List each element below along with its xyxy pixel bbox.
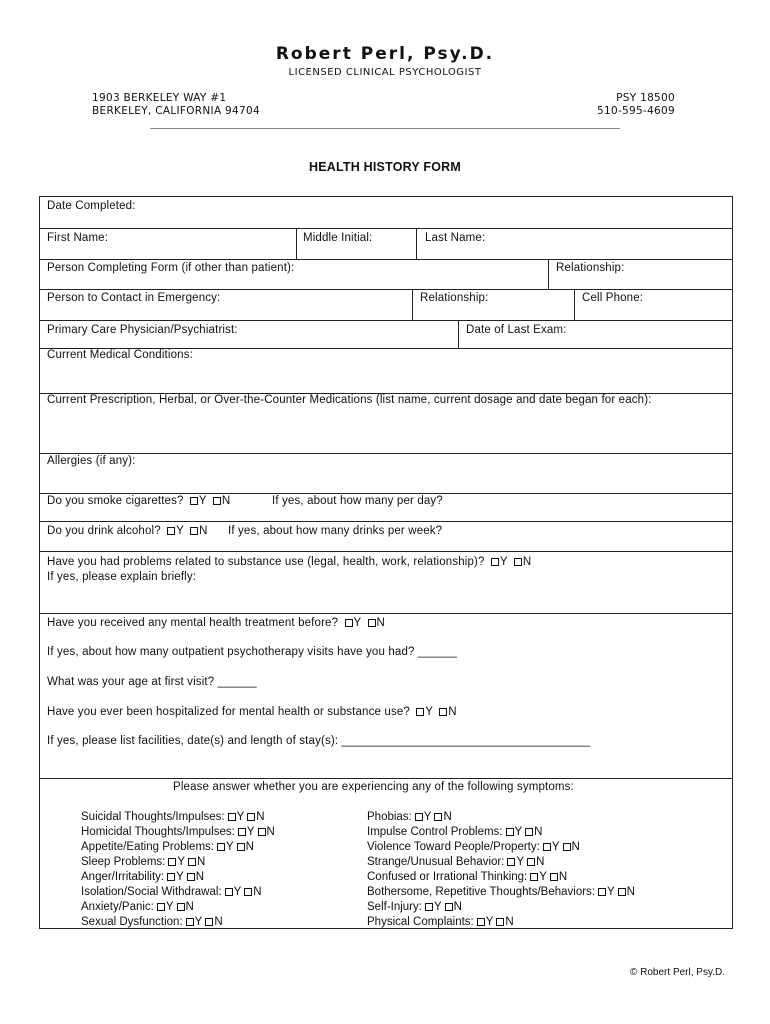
symptom-no-checkbox[interactable] [563,843,571,851]
symptom-no-checkbox[interactable] [237,843,245,851]
yes-label: Y [233,886,242,898]
substance-question-text: Have you had problems related to substance use (legal, health, work, relationship)? [47,556,485,568]
copyright-footer: © Robert Perl, Psy.D. [630,967,725,978]
alcohol-question-text: Do you drink alcohol? [47,525,161,537]
form-title: HEALTH HISTORY FORM [309,160,461,174]
smoke-follow-up: If yes, about how many per day? [272,495,443,507]
no-label: N [453,901,462,913]
symptom-no-checkbox[interactable] [247,813,255,821]
relationship-label-2: Relationship: [420,292,489,304]
symptom-yes-checkbox[interactable] [477,918,485,926]
row-symptoms [40,779,732,929]
symptom-item [81,810,275,825]
yes-label: Y [246,826,255,838]
cell-phone-label: Cell Phone: [582,292,644,304]
symptom-no-checkbox[interactable] [187,873,195,881]
substance-no-checkbox[interactable] [514,558,522,566]
row-names [40,229,732,260]
no-label: N [256,811,265,823]
mh-age-question[interactable]: What was your age at first visit? ______ [47,676,257,688]
symptom-no-checkbox[interactable] [244,888,252,896]
middle-initial-label: Middle Initial: [303,232,373,244]
allergies-label: Allergies (if any): [47,455,136,467]
symptom-item [81,870,275,885]
last-exam-label: Date of Last Exam: [466,324,567,336]
no-label: N [185,901,194,913]
symptom-yes-checkbox[interactable] [157,903,165,911]
emergency-contact-label[interactable]: Person to Contact in Emergency: [47,292,221,304]
symptom-no-checkbox[interactable] [177,903,185,911]
symptom-item [367,840,635,855]
symptom-label: Phobias: [367,811,412,823]
symptom-yes-checkbox[interactable] [186,918,194,926]
symptom-item [81,915,275,930]
mh-visits-question[interactable]: If yes, about how many outpatient psychotherapy visits have you had? ______ [47,646,458,658]
no-label: N [505,916,514,928]
symptom-item [81,855,275,870]
yes-label: Y [514,826,523,838]
no-label: N [571,841,580,853]
symptom-item [81,825,275,840]
symptom-label: Anxiety/Panic: [81,901,154,913]
alcohol-question [47,525,208,537]
symptom-yes-checkbox[interactable] [425,903,433,911]
symptom-label: Sexual Dysfunction: [81,916,183,928]
address-line-1: 1903 BERKELEY WAY #1 [92,92,227,104]
symptom-item [367,885,635,900]
symptom-no-checkbox[interactable] [188,858,196,866]
symptom-yes-checkbox[interactable] [506,828,514,836]
symptom-yes-checkbox[interactable] [168,858,176,866]
row-substance-use[interactable] [40,552,732,614]
symptom-item [367,825,635,840]
person-completing-label[interactable]: Person Completing Form (if other than patient): [47,262,295,274]
symptom-no-checkbox[interactable] [618,888,626,896]
row-mental-health [40,614,732,779]
row-smoking [40,494,732,522]
row-alcohol [40,522,732,552]
hosp-question-text: Have you ever been hospitalized for mental health or substance use? [47,706,410,718]
practitioner-title: LICENSED CLINICAL PSYCHOLOGIST [288,67,482,78]
mh-question [47,617,385,629]
no-label: N [253,886,262,898]
symptom-yes-checkbox[interactable] [225,888,233,896]
smoke-question [47,495,230,507]
yes-label: Y [433,901,442,913]
row-medications[interactable] [40,394,732,454]
last-name-label: Last Name: [425,232,486,244]
mh-no-checkbox[interactable] [368,619,376,627]
address-line-2: BERKELEY, CALIFORNIA 94704 [92,105,260,117]
symptom-yes-checkbox[interactable] [598,888,606,896]
hosp-yes-checkbox[interactable] [416,708,424,716]
symptom-item [367,870,635,885]
no-label: N [199,525,208,537]
symptoms-intro: Please answer whether you are experiencing any of the following symptoms: [173,781,574,793]
no-label: N [536,856,545,868]
yes-label: Y [516,856,525,868]
no-label: N [245,841,254,853]
last-exam-cell[interactable] [458,321,732,348]
symptom-item [81,885,275,900]
symptom-no-checkbox[interactable] [496,918,504,926]
contact-block [597,92,675,118]
no-label: N [195,871,205,883]
yes-label: Y [551,841,560,853]
license-number: PSY 18500 [616,92,675,104]
symptom-item [367,810,635,825]
yes-label: Y [425,706,433,718]
yes-label: Y [423,811,432,823]
symptom-yes-checkbox[interactable] [228,813,236,821]
no-label: N [214,916,223,928]
no-label: N [221,495,231,507]
alcohol-yes-checkbox[interactable] [167,527,175,535]
symptom-no-checkbox[interactable] [434,813,442,821]
symptom-label: Violence Toward People/Property: [367,841,540,853]
yes-label: Y [236,811,245,823]
symptom-yes-checkbox[interactable] [530,873,538,881]
row-person-completing [40,260,732,290]
first-name-label[interactable]: First Name: [47,232,109,244]
no-label: N [534,826,543,838]
last-name-cell[interactable] [416,229,732,259]
middle-initial-cell[interactable] [296,229,416,259]
medical-conditions-label: Current Medical Conditions: [47,349,193,361]
symptom-yes-checkbox[interactable] [217,843,225,851]
practitioner-name: Robert Perl, Psy.D. [275,44,495,64]
mh-question-text: Have you received any mental health treatment before? [47,617,339,629]
no-label: N [626,886,635,898]
symptom-label: Strange/Unusual Behavior: [367,856,505,868]
symptom-no-checkbox[interactable] [550,873,558,881]
symptom-yes-checkbox[interactable] [507,858,515,866]
yes-label: Y [485,916,494,928]
no-label: N [558,871,568,883]
no-label: N [266,826,275,838]
symptom-label: Sleep Problems: [81,856,166,868]
symptoms-left-column [81,810,275,930]
symptom-label: Suicidal Thoughts/Impulses: [81,811,225,823]
yes-label: Y [198,495,207,507]
yes-label: Y [353,617,362,629]
symptom-label: Appetite/Eating Problems: [81,841,214,853]
substance-follow-up: If yes, please explain briefly: [47,571,197,583]
alcohol-follow-up: If yes, about how many drinks per week? [228,525,443,537]
symptom-label: Homicidal Thoughts/Impulses: [81,826,235,838]
mh-yes-checkbox[interactable] [345,619,353,627]
phone-number: 510-595-4609 [597,105,675,117]
no-label: N [443,811,452,823]
hosp-follow-up[interactable]: If yes, please list facilities, date(s) and length of stay(s): ______________________________________ [47,735,591,747]
yes-label: Y [607,886,615,898]
symptom-label: Bothersome, Repetitive Thoughts/Behaviors: [367,886,595,898]
smoke-yes-checkbox[interactable] [190,497,198,505]
hosp-question [47,706,457,718]
symptom-yes-checkbox[interactable] [543,843,551,851]
substance-yes-checkbox[interactable] [491,558,499,566]
health-history-form [39,196,733,929]
symptom-no-checkbox[interactable] [445,903,453,911]
yes-label: Y [225,841,234,853]
symptom-label: Self-Injury: [367,901,422,913]
smoke-no-checkbox[interactable] [213,497,221,505]
symptom-item [367,855,635,870]
relationship-cell-1[interactable] [548,260,732,289]
yes-label: Y [499,556,508,568]
symptom-label: Anger/Irritability: [81,871,165,883]
row-medical-conditions[interactable] [40,349,732,394]
yes-label: Y [539,871,547,883]
medications-label: Current Prescription, Herbal, or Over-the-Counter Medications (list name, current dosage and date began for each): [47,394,652,406]
yes-label: Y [176,871,184,883]
relationship-cell-2[interactable] [412,290,574,320]
symptom-label: Confused or Irrational Thinking: [367,871,528,883]
symptom-item [81,900,275,915]
yes-label: Y [165,901,174,913]
symptom-item [367,900,635,915]
substance-question [47,556,531,568]
symptom-no-checkbox[interactable] [205,918,213,926]
no-label: N [448,706,457,718]
address-block [92,92,260,118]
alcohol-no-checkbox[interactable] [190,527,198,535]
yes-label: Y [176,525,184,537]
date-completed-label: Date Completed: [47,200,136,212]
symptom-yes-checkbox[interactable] [415,813,423,821]
symptom-no-checkbox[interactable] [527,858,535,866]
relationship-label-1: Relationship: [556,262,625,274]
symptom-item [81,840,275,855]
row-primary-care [40,321,732,349]
symptom-no-checkbox[interactable] [525,828,533,836]
yes-label: Y [194,916,203,928]
row-date-completed[interactable] [40,197,732,229]
symptom-label: Isolation/Social Withdrawal: [81,886,222,898]
no-label: N [197,856,206,868]
symptom-yes-checkbox[interactable] [167,873,175,881]
yes-label: Y [177,856,186,868]
no-label: N [376,617,385,629]
hosp-no-checkbox[interactable] [439,708,447,716]
cell-phone-cell[interactable] [574,290,732,320]
symptom-yes-checkbox[interactable] [238,828,246,836]
symptom-no-checkbox[interactable] [258,828,266,836]
row-allergies[interactable] [40,454,732,494]
symptoms-right-column [367,810,635,930]
symptom-label: Impulse Control Problems: [367,826,503,838]
smoke-question-text: Do you smoke cigarettes? [47,495,184,507]
symptom-label: Physical Complaints: [367,916,474,928]
header-divider [150,128,620,129]
primary-care-label[interactable]: Primary Care Physician/Psychiatrist: [47,324,238,336]
symptom-item [367,915,635,930]
row-emergency-contact [40,290,732,321]
no-label: N [522,556,532,568]
